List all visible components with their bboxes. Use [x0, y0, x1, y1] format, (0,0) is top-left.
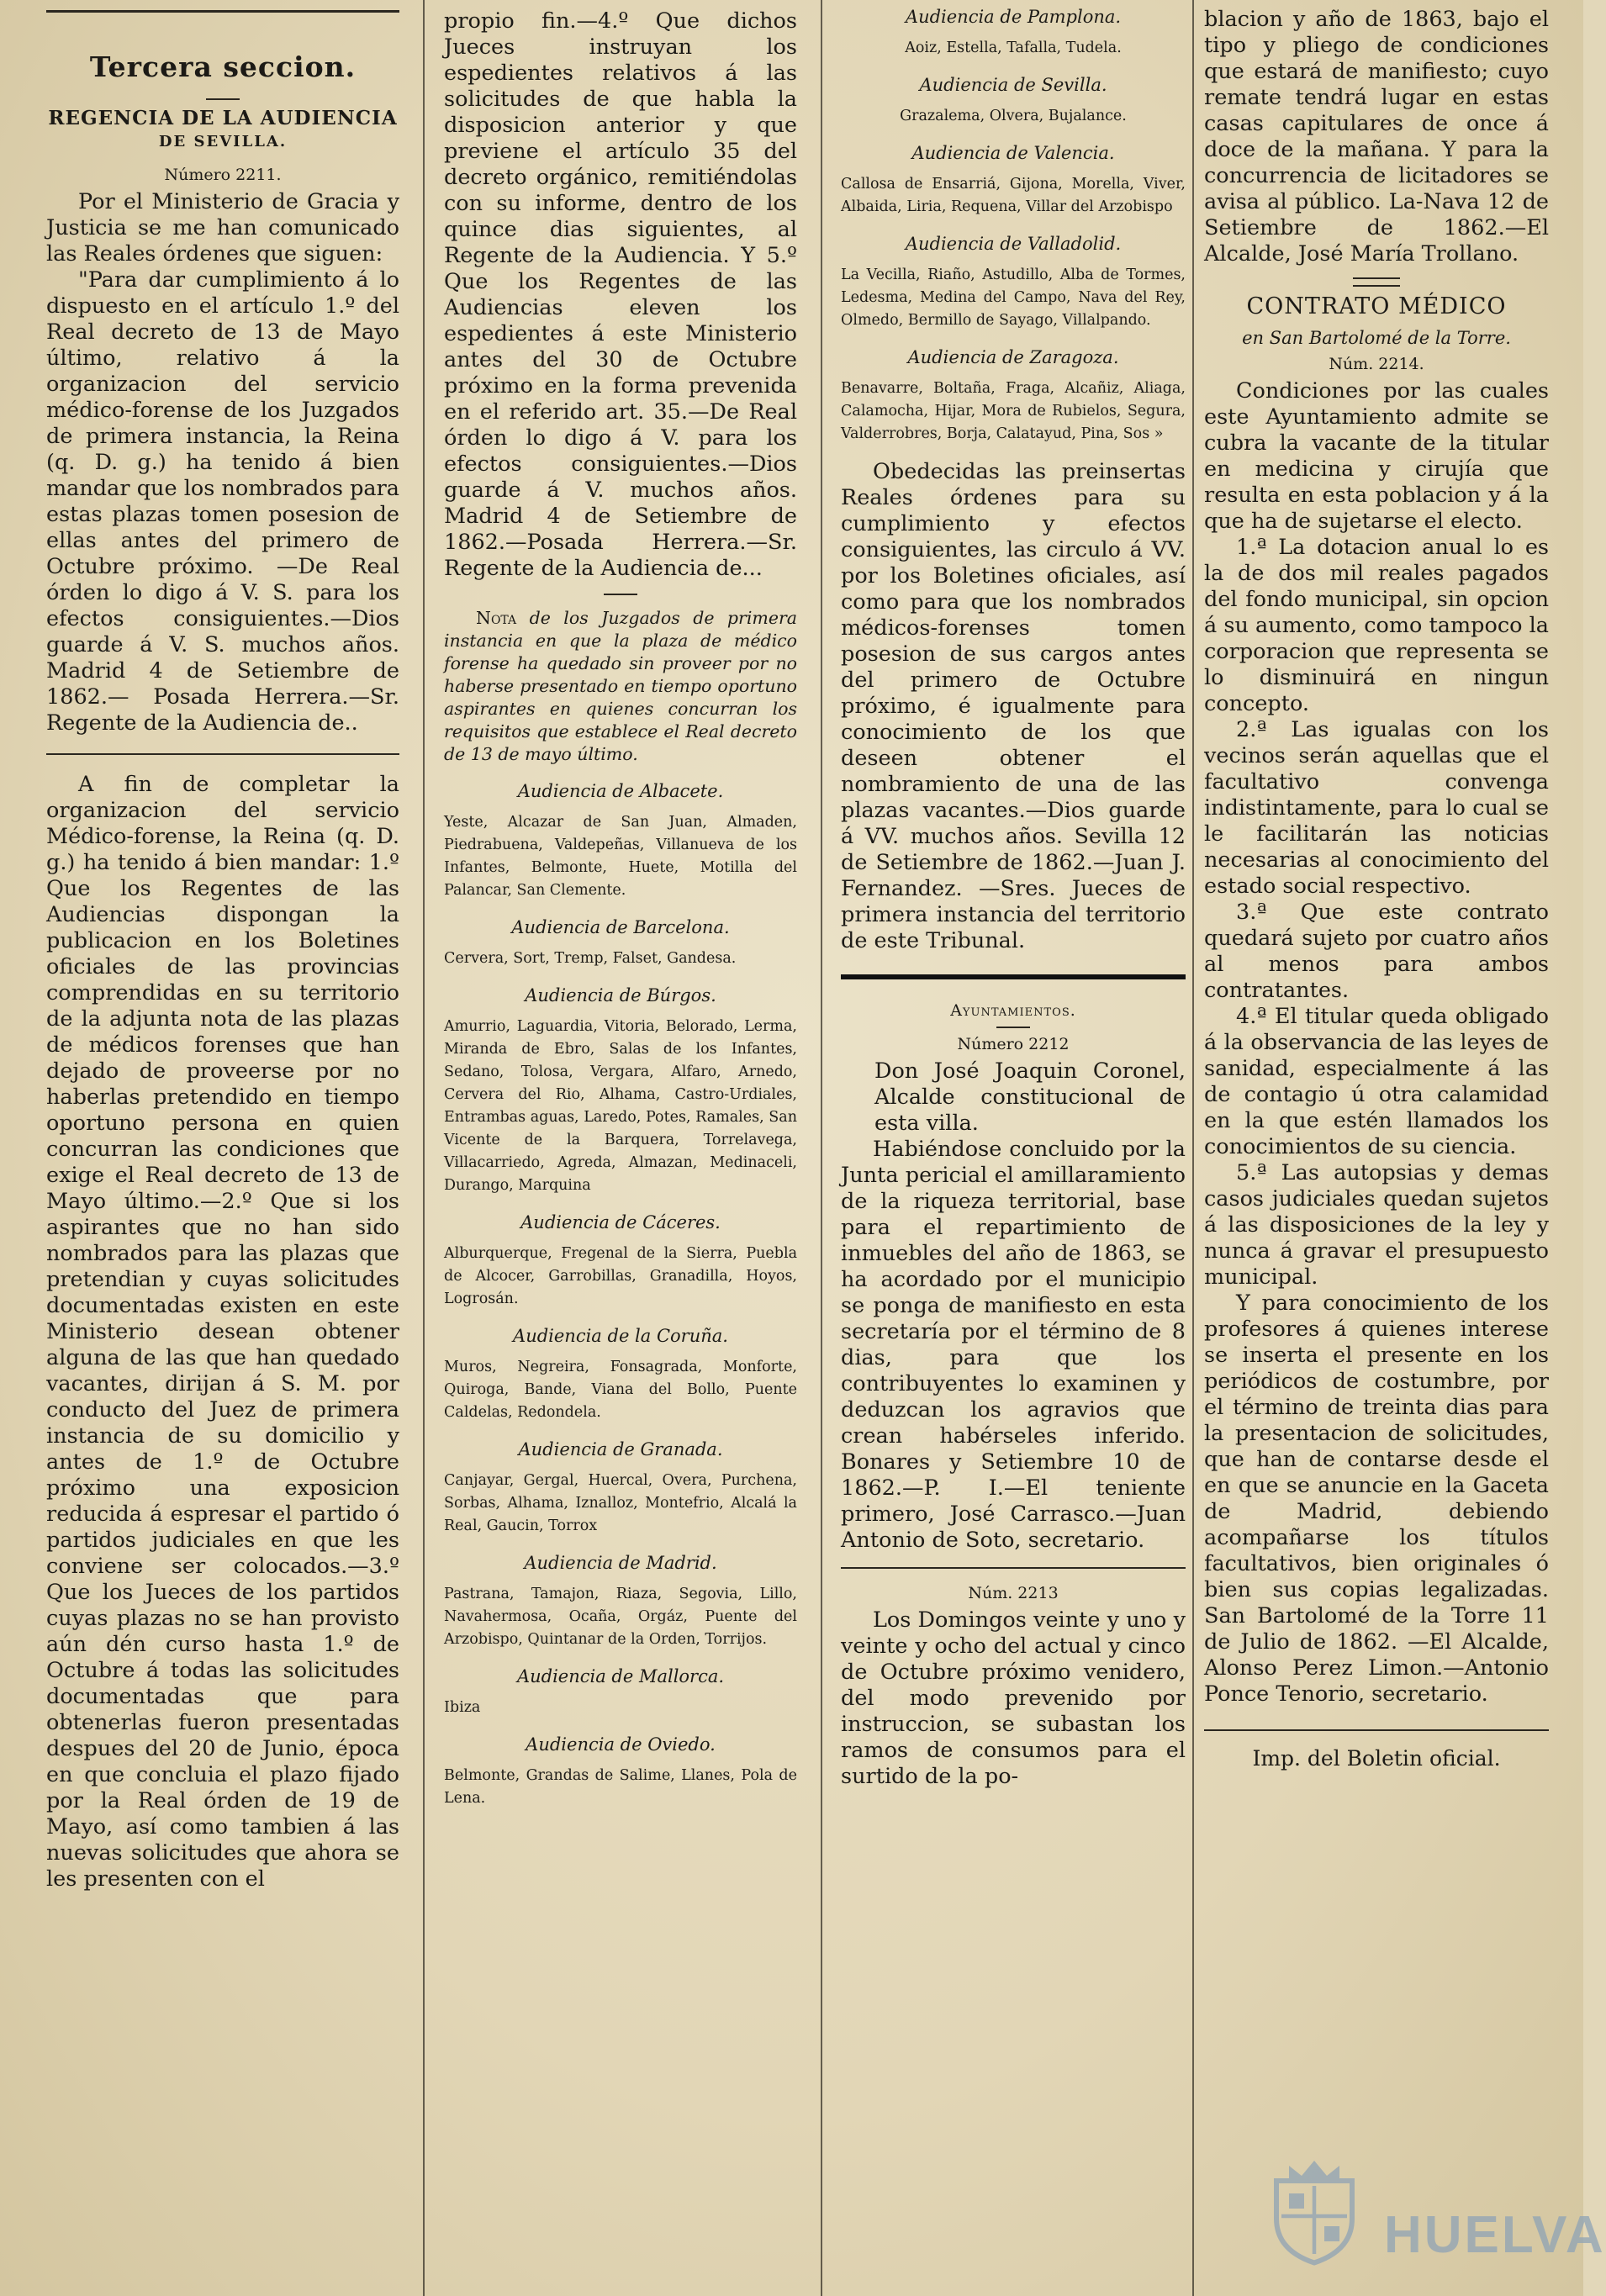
audiencia-block [841, 143, 1186, 219]
audiencia-places: Grazalema, Olvera, Bujalance. [900, 108, 1127, 124]
audiencia-block [841, 234, 1186, 332]
audiencia-name: Audiencia de Sevilla. [919, 75, 1107, 95]
contrato-title: CONTRATO MÉDICO [1246, 293, 1507, 319]
audiencia-places: Callosa de Ensarriá, Gijona, Morella, Viver, Albaida, Liria, Requena, Villar del Arzobispo [841, 176, 1186, 215]
archive-stamp [1243, 2131, 1606, 2274]
audiencia-places: Ibiza [444, 1699, 481, 1716]
column-2 [444, 0, 797, 2296]
column-rule [821, 0, 822, 2296]
section-title: Tercera seccion. [89, 50, 357, 83]
column-rule [423, 0, 425, 2296]
audiencia-block [444, 781, 797, 902]
paragraph: Los Domingos veinte y uno y veinte y ocho del actual y cinco de Octubre próximo venidero, del modo prevenido por instruccion, se subastan los ramos de consumos para el surtido de la po- [841, 1607, 1186, 1789]
paragraph: Obedecidas las preinsertas Reales órdenes para su cumplimiento y efectos consiguientes, las circulo á VV. por los Boletines oficiales, así como para que los nombrados médicos-forenses tomen posesion de sus cargos antes del primero de Octubre próximo, é igualmente para conocimiento de los que deseen obtener el nombramiento de una de las plazas vacantes.—Dios guarde á VV. muchos años. Sevilla 12 de Setiembre de 1862.—Juan J. Fernandez. —Sres. Jueces de primera instancia del territorio de este Tribunal. [841, 459, 1186, 953]
audiencia-name: Audiencia de Barcelona. [511, 917, 730, 937]
audiencia-name: Audiencia de Albacete. [517, 781, 724, 801]
audiencia-block [444, 1439, 797, 1538]
audiencia-places: Aoiz, Estella, Tafalla, Tudela. [905, 40, 1122, 56]
paragraph: 5.ª Las autopsias y demas casos judiciales quedan sujetos á las disposiciones de la ley y nunca á gravar el presupuesto municipal. [1204, 1160, 1549, 1290]
audiencia-block [444, 1212, 797, 1311]
audiencia-block [444, 1326, 797, 1424]
nota-text: de los Juzgados de primera instancia en que la plaza de médico forense ha quedado sin proveer por no haberse presentado en tiempo oportuno aspirantes en quienes concurran los requisitos que establece el Real decreto de 13 de mayo último. [444, 608, 797, 764]
crest-icon [1251, 2143, 1377, 2269]
column-1 [46, 0, 399, 2296]
audiencia-name: Audiencia de Búrgos. [525, 985, 716, 1005]
paragraph: Habiéndose concluido por la Junta pericial el amillaramiento de la riqueza territorial, base para el repartimiento de inmuebles del año de 1863, se ha acordado por el municipio se ponga de manifiesto en esta secretaría por el término de 8 dias, para que los contribuyentes lo examinen y deduzcan los agravios que crean habérseles inferido. Bonares y Setiembre 10 de 1862.—P. I.—El teniente primero, José Carrasco.—Juan Antonio de Soto, secretario. [841, 1137, 1186, 1553]
alcalde-line: Don José Joaquin Coronel, Alcalde constitucional de esta villa. [874, 1058, 1186, 1136]
item-number: Número 2212 [957, 1035, 1070, 1053]
divider [1204, 1729, 1549, 1731]
audiencia-name: Audiencia de Valencia. [911, 143, 1115, 163]
audiencia-block [444, 1666, 797, 1719]
audiencia-places: Muros, Negreira, Fonsagrada, Monforte, Quiroga, Bande, Viana del Bollo, Puente Caldelas, Redondela. [444, 1359, 797, 1421]
imprenta-line: Imp. del Boletin oficial. [1252, 1746, 1501, 1771]
thick-rule [841, 974, 1186, 979]
paragraph: 2.ª Las igualas con los vecinos serán aquellas que el facultativo convenga indistintamente, para lo cual se le facilitarán las noticias necesarias al conocimiento del estado social respectivo. [1204, 717, 1549, 899]
paragraph: 3.ª Que este contrato quedará sujeto por cuatro años al menos para ambos contratantes. [1204, 900, 1549, 1003]
paragraph: Condiciones por las cuales este Ayuntamiento admite se cubra la vacante de la titular en medicina y cirujía que resulta en esta poblacion y á la que ha de sujetarse el electo. [1204, 378, 1549, 534]
audiencia-places: Canjayar, Gergal, Huercal, Overa, Purchena, Sorbas, Alhama, Iznalloz, Montefrio, Alcalá la Real, Gaucin, Torrox [444, 1472, 797, 1534]
column-3 [841, 0, 1186, 2296]
nota-label: Nota [476, 608, 517, 628]
paragraph: blacion y año de 1863, bajo el tipo y pliego de condiciones que estará de manifiesto; cuyo remate tendrá lugar en estas casas capitulares de once á doce de la mañana. Y para la concurrencia de licitadores se avisa al público. La-Nava 12 de Setiembre de 1862.—El Alcalde, José María Trollano. [1204, 7, 1549, 267]
audiencia-name: Audiencia de Oviedo. [526, 1734, 716, 1755]
nota-paragraph [444, 607, 797, 766]
audiencia-block [444, 985, 797, 1197]
audiencia-block [444, 1734, 797, 1810]
short-rule [206, 98, 240, 100]
audiencia-places: Benavarre, Boltaña, Fraga, Alcañiz, Aliaga, Calamocha, Hijar, Mora de Rubielos, Segura, Valderrobres, Borja, Calatayud, Pina, Sos » [841, 380, 1186, 442]
audiencia-name: Audiencia de Pamplona. [905, 7, 1122, 27]
audiencia-block [841, 75, 1186, 128]
audiencia-name: Audiencia de Valladolid. [905, 234, 1122, 254]
audiencia-name: Audiencia de Madrid. [524, 1553, 717, 1573]
paragraph: Y para conocimiento de los profesores á quienes interese se inserta el presente en los periódicos de costumbre, por el término de treinta dias para la presentacion de solicitudes, que han de contarse desde el en que se anuncie en la Gaceta de Madrid, debiendo acompañarse los títulos facultativos, bien originales ó bien sus copias legalizadas. San Bartolomé de la Torre 11 de Julio de 1862. —El Alcalde, Alonso Perez Limon.—Antonio Ponce Tenorio, secretario. [1204, 1291, 1549, 1707]
paragraph: "Para dar cumplimiento á lo dispuesto en el artículo 1.º del Real decreto de 13 de Mayo último, relativo á la organizacion del servicio médico-forense de los Juzgados de primera instancia, la Reina (q. D. g.) ha tenido á bien mandar que los nombrados para estas plazas tomen posesion de ellas antes del primero de Octubre próximo. —De Real órden lo digo á V. S. para los efectos consiguientes.—Dios guarde á V. S. muchos años. Madrid 4 de Setiembre de 1862.— Posada Herrera.—Sr. Regente de la Audiencia de.. [46, 267, 399, 736]
divider [46, 753, 399, 755]
regencia-heading: REGENCIA DE LA AUDIENCIA [48, 107, 398, 129]
audiencia-name: Audiencia de Mallorca. [516, 1666, 725, 1686]
top-rule [46, 10, 399, 13]
audiencia-places: Yeste, Alcazar de San Juan, Almaden, Piedrabuena, Valdepeñas, Villanueva de los Infantes, Belmonte, Huete, Motilla del Palancar, San Clemente. [444, 814, 797, 899]
paragraph: 1.ª La dotacion anual lo es la de dos mil reales pagados del fondo municipal, sin opcion á su aumento, como tampoco la corporacion que representa se lo disminuirá en ningun concepto. [1204, 535, 1549, 716]
audiencia-block [841, 347, 1186, 446]
audiencia-block [841, 7, 1186, 60]
divider [841, 1567, 1186, 1569]
audiencia-places: Cervera, Sort, Tremp, Falset, Gandesa. [444, 950, 737, 967]
paragraph: A fin de completar la organizacion del servicio Médico-forense, la Reina (q. D. g.) ha tenido á bien mandar: 1.º Que los Regentes de las Audiencias dispongan la publicacion en los Boletines oficiales de las provincias comprendidas en su territorio de la adjunta nota de las plazas de médicos forenses que han dejado de proveerse por no haberlas pretendido en tiempo oportuno persona en quien concurran las condiciones que exige el Real decreto de 13 de Mayo último.—2.º Que si los aspirantes que no han sido nombrados para las plazas que pretendian y cuyas solicitudes documentadas existen en este Ministerio desean obtener alguna de las que han quedado vacantes, dirijan á S. M. por conducto del Juez de primera instancia de su domicilio y antes de 1.º de Octubre próximo una exposicion reducida á espresar el partido ó partidos judiciales en que les conviene ser colocados.—3.º Que los Jueces de los partidos cuyas plazas no se han provisto aún dén curso hasta 1.º de Octubre á todas las solicitudes documentadas que para obtenerlas fueron presentadas despues del 20 de Junio, época en que concluia el plazo fijado por la Real órden de 19 de Mayo, así como tambien á las nuevas solicitudes que ahora se les presenten con el [46, 772, 399, 1892]
contrato-subtitle: en San Bartolomé de la Torre. [1242, 328, 1511, 348]
audiencia-places: Belmonte, Grandas de Salime, Llanes, Pola de Lena. [444, 1767, 797, 1807]
item-number: Núm. 2213 [968, 1584, 1059, 1602]
paragraph: 4.ª El titular queda obligado á la observancia de las leyes de sanidad, especialmente á las de contagio ú otra calamidad en la que estén llamados los conocimientos de su ciencia. [1204, 1004, 1549, 1159]
audiencia-name: Audiencia de Zaragoza. [907, 347, 1119, 367]
paragraph: Por el Ministerio de Gracia y Justicia se me han comunicado las Reales órdenes que siguen: [46, 189, 399, 267]
item-number: Número 2211. [164, 166, 282, 184]
column-rule [1192, 0, 1194, 2296]
audiencia-name: Audiencia de Cáceres. [520, 1212, 721, 1232]
short-rule [996, 1027, 1030, 1028]
stamp-word: HUELVA [1384, 2206, 1606, 2264]
audiencia-name: Audiencia de Granada. [518, 1439, 723, 1459]
double-rule [1353, 277, 1400, 287]
regencia-subheading: DE SEVILLA. [158, 133, 288, 150]
short-rule [604, 594, 637, 595]
audiencia-places: Amurrio, Laguardia, Vitoria, Belorado, Lerma, Miranda de Ebro, Salas de los Infantes, Sedano, Tolosa, Vergara, Alfaro, Arnedo, Cervera del Rio, Alhama, Castro-Urdiales, Entrambas aguas, Laredo, Potes, Ramales, San Vicente de la Barquera, Torrelavega, Villacarriedo, Agreda, Almazan, Medinaceli, Durango, Marquina [444, 1018, 797, 1194]
audiencia-block [444, 1553, 797, 1651]
audiencia-name: Audiencia de la Coruña. [513, 1326, 728, 1346]
column-4 [1204, 0, 1549, 2296]
audiencia-places: La Vecilla, Riaño, Astudillo, Alba de Tormes, Ledesma, Medina del Campo, Nava del Rey, Olmedo, Bermillo de Sayago, Villalpando. [841, 267, 1186, 329]
audiencia-places: Pastrana, Tamajon, Riaza, Segovia, Lillo, Navahermosa, Ocaña, Orgáz, Puente del Arzobispo, Quintanar de la Orden, Torrijos. [444, 1586, 797, 1648]
ayuntamientos-heading: Ayuntamientos. [950, 1001, 1076, 1020]
audiencia-block [444, 917, 797, 970]
paragraph: propio fin.—4.º Que dichos Jueces instruyan los espedientes relativos á las solicitudes de que habla la disposicion anterior y que previene el artículo 35 del decreto orgánico, remitiéndolas con su informe, dentro de los quince dias siguientes, al Regente de la Audiencia. Y 5.º Que los Regentes de las Audiencias eleven los espedientes á este Ministerio antes del 30 de Octubre próximo en la forma prevenida en el referido art. 35.—De Real órden lo digo á V. para los efectos consiguientes.—Dios guarde á V. muchos años. Madrid 4 de Setiembre de 1862.—Posada Herrera.—Sr. Regente de la Audiencia de... [444, 8, 797, 581]
item-number: Núm. 2214. [1329, 355, 1424, 373]
audiencia-places: Alburquerque, Fregenal de la Sierra, Puebla de Alcocer, Garrobillas, Granadilla, Hoyos, Logrosán. [444, 1245, 797, 1307]
